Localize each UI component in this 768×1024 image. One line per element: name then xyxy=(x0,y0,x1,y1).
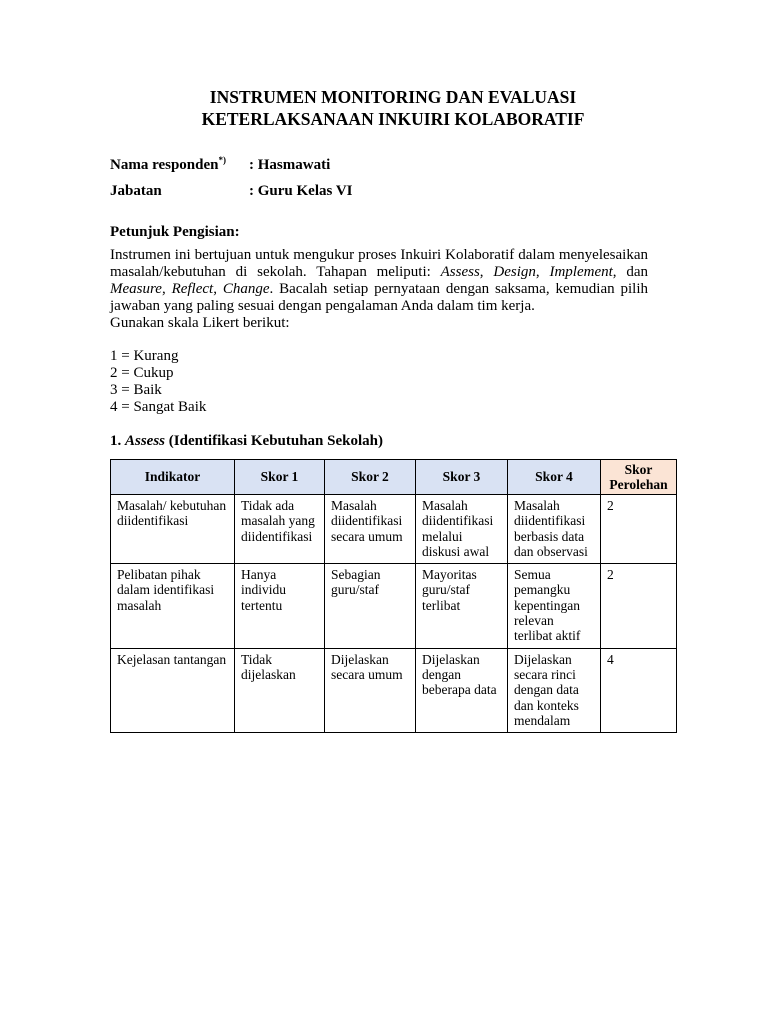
table-cell: Dijelaskan secara rinci dengan data dan konteks mendalam xyxy=(508,648,601,732)
respondent-position-label: Jabatan xyxy=(110,183,162,199)
table-cell: Dijelaskan dengan beberapa data xyxy=(416,648,508,732)
score-cell[interactable]: 2 xyxy=(601,564,677,648)
score-cell[interactable]: 4 xyxy=(601,648,677,732)
respondent-name-label-wrap xyxy=(110,155,249,175)
instructions-heading: Petunjuk Pengisian: xyxy=(110,224,240,240)
section-1-heading xyxy=(110,431,383,451)
instructions-text-1: Instrumen ini bertujuan untuk mengukur proses Inkuiri Kolaboratif dalam menyelesaikan masalah/kebutuhan di sekolah. Tahapan meliputi: xyxy=(110,247,648,280)
table-row xyxy=(111,495,677,564)
respondent-name-value: : Hasmawati xyxy=(249,157,331,173)
respondent-position-row xyxy=(110,181,352,201)
stage-change: Change xyxy=(222,281,270,297)
likert-scale-list xyxy=(110,348,206,416)
likert-item: 2 = Cukup xyxy=(110,365,174,381)
table-cell: Masalah diidentifikasi melalui diskusi awal xyxy=(416,495,508,564)
table-header-row xyxy=(111,460,677,495)
title-line-1: INSTRUMEN MONITORING DAN EVALUASI xyxy=(209,87,577,107)
instructions-text-3: Gunakan skala Likert berikut: xyxy=(110,315,290,331)
respondent-name-label: Nama responden xyxy=(110,157,219,173)
table-cell: Mayoritas guru/staf terlibat xyxy=(416,564,508,648)
instructions-paragraph xyxy=(110,247,648,332)
table-cell: Masalah diidentifikasi berbasis data dan observasi xyxy=(508,495,601,564)
instructions-text-2: . Bacalah setiap pernyataan dengan saksama, kemudian pilih jawaban yang paling sesuai dengan pengalaman Anda dalam tim kerja. xyxy=(110,281,648,314)
title-line-2: KETERLAKSANAAN INKUIRI KOLABORATIF xyxy=(201,109,585,129)
instructions-sep-5: , xyxy=(213,281,223,297)
header-skor-3: Skor 3 xyxy=(416,460,508,495)
respondent-name-row xyxy=(110,155,330,175)
section-1-title-rest: (Identifikasi Kebutuhan Sekolah) xyxy=(165,433,383,449)
instructions-sep-3: , dan xyxy=(612,264,648,280)
table-cell: Masalah diidentifikasi secara umum xyxy=(325,495,416,564)
stage-design: Design xyxy=(493,264,536,280)
assess-rubric-table xyxy=(110,459,677,733)
section-1-number: 1. xyxy=(110,433,125,449)
table-cell: Semua pemangku kepentingan relevan terlibat aktif xyxy=(508,564,601,648)
header-skor-2: Skor 2 xyxy=(325,460,416,495)
section-1-title-italic: Assess xyxy=(125,433,166,449)
instructions-sep-4: , xyxy=(161,281,172,297)
table-cell: Dijelaskan secara umum xyxy=(325,648,416,732)
score-cell[interactable]: 2 xyxy=(601,495,677,564)
likert-item: 1 = Kurang xyxy=(110,348,179,364)
table-cell: Pelibatan pihak dalam identifikasi masalah xyxy=(111,564,235,648)
stage-implement: Implement xyxy=(549,264,613,280)
table-cell: Sebagian guru/staf xyxy=(325,564,416,648)
instructions-sep-2: , xyxy=(535,264,550,280)
instructions-sep-1: , xyxy=(479,264,494,280)
table-cell: Kejelasan tantangan xyxy=(111,648,235,732)
stage-measure: Measure xyxy=(110,281,162,297)
stage-reflect: Reflect xyxy=(171,281,214,297)
header-skor-1: Skor 1 xyxy=(235,460,325,495)
header-skor-4: Skor 4 xyxy=(508,460,601,495)
table-cell: Hanya individu tertentu xyxy=(235,564,325,648)
header-indikator: Indikator xyxy=(111,460,235,495)
respondent-name-note: *) xyxy=(218,155,226,165)
header-skor-perolehan: Skor Perolehan xyxy=(601,460,677,495)
table-cell: Tidak dijelaskan xyxy=(235,648,325,732)
table-cell: Masalah/ kebutuhan diidentifikasi xyxy=(111,495,235,564)
respondent-position-value: : Guru Kelas VI xyxy=(249,183,353,199)
stage-assess: Assess xyxy=(440,264,480,280)
table-row xyxy=(111,564,677,648)
table-cell: Tidak ada masalah yang diidentifikasi xyxy=(235,495,325,564)
likert-item: 3 = Baik xyxy=(110,382,162,398)
table-row xyxy=(111,648,677,732)
document-title xyxy=(110,86,676,130)
likert-item: 4 = Sangat Baik xyxy=(110,399,207,415)
